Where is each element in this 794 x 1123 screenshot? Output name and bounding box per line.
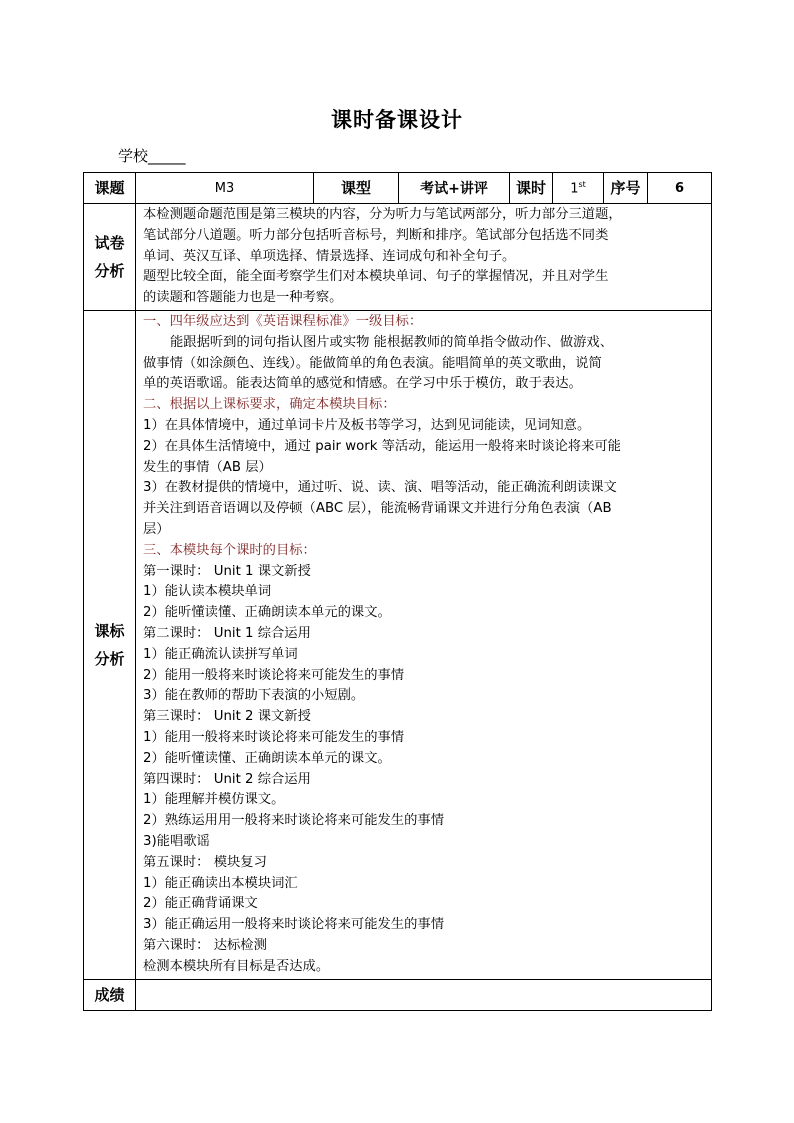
paper-analysis-line: 笔试部分八道题。听力部分包括听音标号，判断和排序。笔试部分包括选不同类: [143, 227, 609, 243]
standard-analysis-row: [84, 311, 712, 980]
type-label: 课型: [314, 173, 399, 204]
section-heading: 一、四年级应达到《英语课程标准》一级目标：: [143, 314, 423, 329]
section-heading: 三、本模块每个课时的目标：: [143, 542, 316, 558]
type-value: 考试+讲评: [399, 173, 510, 204]
analysis-line: 3)能唱歌谣: [143, 833, 210, 849]
standard-analysis-label-line2: 分析: [94, 649, 125, 668]
school-label: 学校_____: [118, 147, 186, 165]
standard-analysis-content: [136, 311, 712, 980]
analysis-line: 2）能听懂读懂、正确朗读本单元的课文。: [143, 750, 391, 766]
analysis-line: 做事情（如涂颜色、连线）。能做简单的角色表演。能唱简单的英文歌曲，说简: [143, 355, 602, 371]
result-label: 成绩: [84, 979, 136, 1010]
analysis-line: 2）能听懂读懂、正确朗读本单元的课文。: [143, 605, 391, 621]
paper-analysis-line: 本检测题命题范围是第三模块的内容，分为听力与笔试两部分，听力部分三道题，: [143, 207, 622, 222]
analysis-line: 层）: [143, 521, 170, 537]
standard-analysis-label: [84, 311, 136, 980]
analysis-line: 3）能正确运用一般将来时谈论将来可能发生的事情: [143, 917, 444, 933]
period-label: 课时: [510, 173, 553, 204]
period-value-cell: [553, 173, 604, 204]
analysis-line: 1）能用一般将来时谈论将来可能发生的事情: [143, 729, 405, 745]
period-suffix: st: [578, 179, 586, 189]
lesson-heading: 第二课时： Unit 1 综合运用: [143, 625, 311, 641]
analysis-line: 1）能正确读出本模块词汇: [143, 875, 298, 891]
header-row: [84, 173, 712, 204]
paper-analysis-line: 的读题和答题能力也是一种考察。: [143, 290, 343, 306]
section-heading: 二、根据以上课标要求，确定本模块目标：: [143, 397, 396, 413]
analysis-line: 2）在具体生活情境中，通过 pair work 等活动，能运用一般将来时谈论将来可能: [143, 438, 621, 454]
analysis-line: 检测本模块所有目标是否达成。: [143, 958, 330, 974]
topic-value: M3: [136, 173, 314, 204]
period-value: 1: [570, 181, 579, 197]
paper-analysis-label-line2: 分析: [94, 262, 125, 280]
analysis-line: 单的英语歌谣。能表达简单的感觉和情感。在学习中乐于模仿，敢于表达。: [143, 376, 582, 392]
lesson-heading: 第五课时： 模块复习: [143, 854, 267, 870]
paper-analysis-line: 单词、英汉互译、单项选择、情景选择、连词成句和补全句子。: [143, 248, 516, 264]
paper-analysis-row: [84, 204, 712, 311]
paper-analysis-line: 题型比较全面，能全面考察学生们对本模块单词、句子的掌握情况，并且对学生: [143, 269, 609, 285]
standard-analysis-label-line1: 课标: [94, 621, 125, 640]
seq-value: 6: [648, 173, 712, 204]
lesson-heading: 第六课时： 达标检测: [143, 937, 267, 953]
analysis-line: 3）在教材提供的情境中，通过听、说、读、演、唱等活动，能正确流利朗读课文: [143, 480, 617, 496]
lesson-heading: 第四课时： Unit 2 综合运用: [143, 771, 311, 787]
analysis-line: 1）能正确流认读拼写单词: [143, 646, 298, 662]
analysis-line: 1）在具体情境中，通过单词卡片及板书等学习，达到见词能读，见词知意。: [143, 417, 591, 433]
topic-label: 课题: [84, 173, 136, 204]
lesson-plan-table: [83, 172, 712, 1011]
analysis-line: 1）能理解并模仿课文。: [143, 792, 285, 808]
paper-analysis-label: [84, 204, 136, 311]
page-title: 课时备课设计: [331, 108, 463, 132]
analysis-line: 2）能正确背诵课文: [143, 896, 258, 912]
paper-analysis-content: [136, 204, 712, 311]
analysis-line: 1）能认读本模块单词: [143, 584, 272, 600]
result-row: [84, 979, 712, 1010]
lesson-heading: 第三课时： Unit 2 课文新授: [143, 709, 311, 725]
seq-label: 序号: [604, 173, 648, 204]
analysis-line: 并关注到语音语调以及停顿（ABC 层），能流畅背诵课文并进行分角色表演（AB: [143, 501, 612, 517]
paper-analysis-label-line1: 试卷: [94, 234, 125, 252]
analysis-line: 3）能在教师的帮助下表演的小短剧。: [143, 688, 365, 704]
analysis-line: 2）能用一般将来时谈论将来可能发生的事情: [143, 667, 405, 683]
result-value: [136, 979, 712, 1010]
lesson-heading: 第一课时： Unit 1 课文新授: [143, 563, 311, 579]
analysis-line: 能跟据听到的词句指认图片或实物 能根据教师的简单指令做动作、做游戏、: [170, 334, 614, 350]
analysis-line: 2）熟练运用用一般将来时谈论将来可能发生的事情: [143, 813, 444, 829]
analysis-line: 发生的事情（AB 层）: [143, 459, 272, 475]
